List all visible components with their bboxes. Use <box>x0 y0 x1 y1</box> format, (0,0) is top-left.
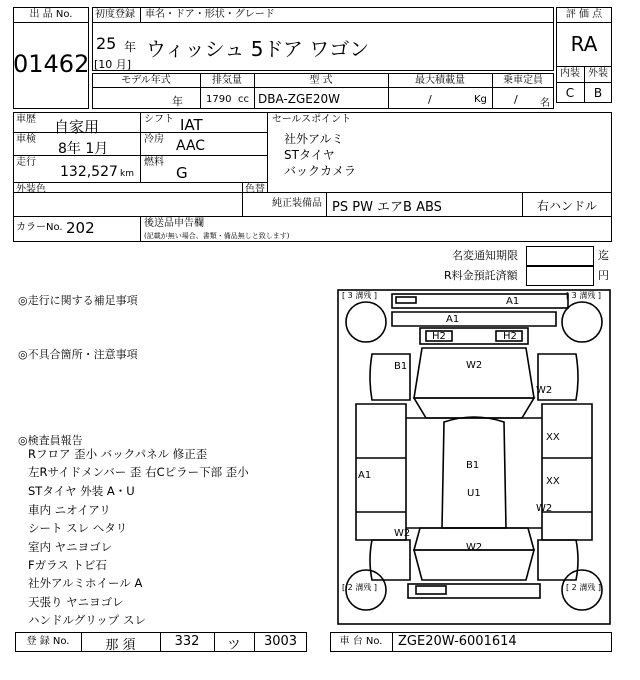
recycle-unit: 円 <box>598 269 609 282</box>
type-value: DBA-ZGE20W <box>258 92 340 106</box>
fuel-value: G <box>176 164 188 182</box>
max-load-value: / <box>428 93 432 106</box>
mark-w2-right-rear: W2 <box>536 503 553 514</box>
mark-u1-roof: U1 <box>467 488 481 499</box>
recycle-field <box>526 266 594 286</box>
mark-h2-right: H2 <box>503 331 517 342</box>
shift-label: シフト <box>144 114 174 125</box>
chassis-number: ZGE20W-6001614 <box>398 634 517 649</box>
plate-kana: ツ <box>227 638 241 653</box>
interior-label: 内装 <box>560 68 580 79</box>
mark-w2-right-front: W2 <box>536 385 553 396</box>
registration-month: [10 月] <box>94 58 132 71</box>
max-load-unit: Kg <box>474 94 487 105</box>
report-note: (記載が無い場合、書類・備品無しと致します) <box>144 232 290 240</box>
ac-value: AAC <box>176 138 206 154</box>
plate-class: 332 <box>174 634 200 649</box>
mileage-label: 走行 <box>16 157 36 168</box>
equipment-label: 純正装備品 <box>272 198 322 209</box>
year-unit: 年 <box>124 40 137 54</box>
mark-w2-hood: W2 <box>466 360 483 371</box>
chassis-label: 車 台 No. <box>339 636 383 647</box>
front-left-tire-tread: [ 3 溝残 ] <box>342 291 377 300</box>
history-label: 車歴 <box>16 114 36 125</box>
capacity-value: / <box>514 93 518 106</box>
mileage-value: 132,527 <box>60 164 118 180</box>
grade-value: RA <box>570 32 598 56</box>
mileage-unit: km <box>120 169 134 179</box>
mark-w2-left-rear: W2 <box>394 528 411 539</box>
history-value: 自家用 <box>54 118 100 136</box>
inspector-note-6: 室内 ヤニヨゴレ <box>28 540 113 554</box>
capacity-label: 乗車定員 <box>503 75 543 86</box>
sales-point-3: バックカメラ <box>284 164 357 178</box>
damage-diagram <box>336 288 612 628</box>
name-change-label: 名変通知期限 <box>452 249 518 262</box>
inspection-value: 8年 1月 <box>58 141 109 157</box>
displacement-unit: cc <box>238 94 249 105</box>
inspector-note-7: Fガラス トビ石 <box>28 558 107 572</box>
model-year-label: モデル年式 <box>121 75 171 86</box>
color-repaint-label: 色替 <box>245 184 265 195</box>
lot-number: 01462 <box>13 50 90 78</box>
mark-w2-trunk: W2 <box>466 542 483 553</box>
inspector-note-10: ハンドルグリップ スレ <box>28 613 146 627</box>
car-name: ウィッシュ 5ドア ワゴン <box>146 37 370 61</box>
mark-h2-left: H2 <box>432 331 446 342</box>
inspector-note-5: シート スレ ヘタリ <box>28 521 128 535</box>
exterior-label: 外装 <box>588 68 608 79</box>
plate-number: 3003 <box>263 634 298 649</box>
sales-point-1: 社外アルミ <box>284 132 344 146</box>
first-registration-label: 初度登録 <box>95 9 135 20</box>
model-year-unit: 年 <box>172 95 183 108</box>
front-right-tire-tread: [ 3 溝残 ] <box>566 291 601 300</box>
exterior-grade: B <box>593 86 603 100</box>
front-right-tire-outline <box>562 302 602 342</box>
inspector-note-1: Rフロア 歪小 バックパネル 修正歪 <box>28 447 208 461</box>
shift-value: IAT <box>180 116 203 134</box>
inspector-note-3: STタイヤ 外装 A・U <box>28 484 135 498</box>
displacement-label: 排気量 <box>212 75 242 86</box>
inspector-note-8: 社外アルミホイール A <box>28 576 143 590</box>
exterior-color-label: 外装色 <box>16 184 46 195</box>
mark-xx-upper: XX <box>546 432 560 443</box>
registration-year: 25 <box>96 34 117 53</box>
report-label: 後送品申告欄 <box>144 218 204 229</box>
displacement-value: 1790 <box>206 94 232 105</box>
equipment-value: PS PW エアB ABS <box>332 200 442 215</box>
front-bumper-outline <box>392 294 568 308</box>
inspection-label: 車検 <box>16 134 36 145</box>
interior-grade: C <box>565 86 575 100</box>
type-label: 型 式 <box>309 75 333 86</box>
mark-xx-lower: XX <box>546 476 560 487</box>
sales-point-2: STタイヤ <box>284 148 335 162</box>
inspector-note-2: 左Rサイドメンバー 歪 右Cピラー下部 歪小 <box>28 465 249 479</box>
color-no-label: カラーNo. <box>16 222 63 233</box>
sales-point-label: セールスポイント <box>272 114 352 125</box>
inspector-note-9: 天張り ヤニヨゴレ <box>28 595 124 609</box>
defect-remarks-label: ◎不具合箇所・注意事項 <box>18 348 138 361</box>
mark-b1-left-fender: B1 <box>394 361 408 372</box>
mark-b1-roof: B1 <box>466 460 480 471</box>
name-change-unit: 迄 <box>598 249 609 262</box>
rear-right-tire-tread: [ 2 溝残 ] <box>566 583 601 592</box>
capacity-unit: 名 <box>540 98 550 109</box>
rear-left-tire-tread: [ 2 溝残 ] <box>342 583 377 592</box>
lot-number-label: 出 品 No. <box>29 9 73 20</box>
name-change-field <box>526 246 594 266</box>
fuel-label: 燃料 <box>144 157 164 168</box>
mark-a1-left-side: A1 <box>358 470 372 481</box>
mark-a1-top: A1 <box>506 296 520 307</box>
grade-label: 評 価 点 <box>565 9 603 20</box>
plate-label: 登 録 No. <box>26 636 70 647</box>
max-load-label: 最大積載量 <box>415 75 465 86</box>
ac-label: 冷房 <box>144 134 164 145</box>
inspector-note-4: 車内 ニオイアリ <box>28 503 111 517</box>
drive-remarks-label: ◎走行に関する補足事項 <box>18 294 138 307</box>
car-name-label: 車名・ドア・形状・グレード <box>145 9 275 20</box>
inspector-report-label: ◎検査員報告 <box>18 434 83 447</box>
color-no-value: 202 <box>66 219 95 237</box>
plate-area: 那 須 <box>105 638 136 653</box>
steering-value: 右ハンドル <box>536 199 597 213</box>
front-left-tire-outline <box>346 302 386 342</box>
recycle-label: R料金預託済額 <box>444 269 518 282</box>
mark-a1-bumper: A1 <box>446 314 460 325</box>
